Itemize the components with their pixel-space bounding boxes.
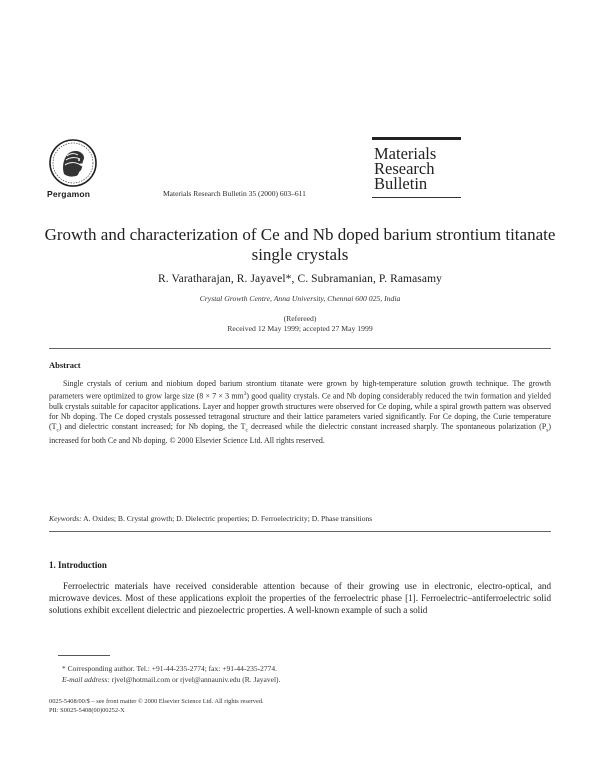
- affiliation: Crystal Growth Centre, Anna University, Chennai 600 025, India: [199, 294, 401, 303]
- journal-citation: Materials Research Bulletin 35 (2000) 603–611: [163, 189, 306, 198]
- publisher-name: Pergamon: [47, 189, 91, 199]
- email-note: [62, 675, 280, 684]
- introduction-text: Ferroelectric materials have received considerable attention because of their growing use in electronic, electro-optical, and microwave devices. Most of these applications exploit the properties of the ferroelectric phase [1]. Ferroelectric–antiferroelectric solid solutions exhibit excellent dielectric and piezoelectric properties. A well-known example of such a solid: [49, 581, 551, 616]
- pergamon-logo: [48, 138, 98, 188]
- author-list: R. Varatharajan, R. Jayavel*, C. Subramanian, P. Ramasamy: [158, 273, 442, 285]
- introduction-heading: 1. Introduction: [49, 560, 107, 570]
- footnote-rule: [58, 655, 110, 656]
- keywords: [49, 514, 551, 523]
- journal-title-line: Materials: [374, 144, 437, 163]
- pii-line: PII: S0025-5408(00)00252-X: [49, 707, 125, 714]
- email-addresses: rjvel@hotmail.com or rjvel@annauniv.edu (R. Jayavel).: [109, 675, 281, 684]
- journal-title-underline: [372, 197, 461, 198]
- corresponding-author-note: * Corresponding author. Tel.: +91-44-235-2774; fax: +91-44-235-2774.: [62, 664, 278, 673]
- journal-title-line: Bulletin: [374, 174, 428, 193]
- keywords-list: A. Oxides; B. Crystal growth; D. Dielectric properties; D. Ferroelectricity; D. Phase transitions: [81, 514, 373, 523]
- journal-title: [374, 146, 470, 191]
- paper-title: Growth and characterization of Ce and Nb doped barium strontium titanate single crystals: [44, 225, 556, 264]
- refereed-note: (Refereed): [283, 314, 317, 323]
- received-dates: Received 12 May 1999; accepted 27 May 1999: [227, 324, 373, 333]
- section-divider: [49, 531, 551, 532]
- section-divider: [49, 348, 551, 349]
- abstract-text: Single crystals of cerium and niobium doped barium strontium titanate were grown by high-temperature solution growth technique. The growth parameters were optimized to grow large size (8 × 7 × 3 $mm^3$) good quality crystals. Ce and Nb doping considerably reduced the twin formation and yielded bulk crystals suitable for capacitor applications. Layer and hopper growth structures were observed for Ce doping, while a spiral growth pattern was observed for Nb doping. The Ce doped crystals possessed tetragonal structure and their lattice parameters varied significantly. For Ce doping, the Curie temperature $(T_c)$ and dielectric constant increased; for Nb doping, the $T_c$ decreased while the dielectric constant increased sharply. The spontaneous polarization $(P_s)$ increased for both Ce and Nb doping. © 2000 Elsevier Science Ltd. All rights reserved.: [49, 379, 551, 445]
- keywords-label: Keywords:: [49, 514, 82, 523]
- abstract-heading: Abstract: [49, 360, 81, 370]
- email-label: E-mail address:: [62, 675, 110, 684]
- copyright-line: 0025-5408/00/$ – see front matter © 2000 Elsevier Science Ltd. All rights reserved.: [49, 698, 264, 705]
- journal-title-rule: [372, 137, 461, 140]
- journal-title-line: Research: [374, 159, 435, 178]
